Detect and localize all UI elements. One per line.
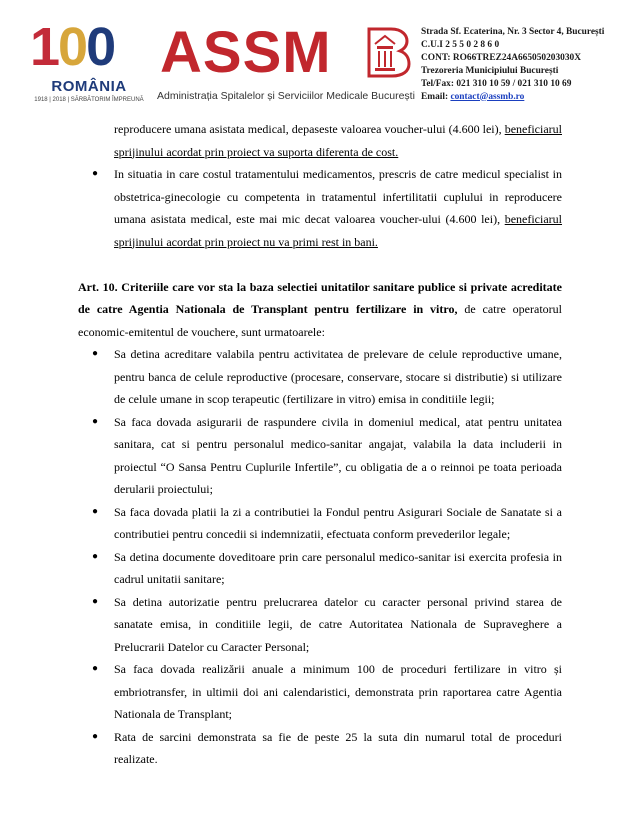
list-item: ● In situatia in care costul tratamentului medicamentos, prescris de catre medicul specialist in obstetrica-ginecologie cu competenta in tratamentul infertilitatii cuplului in reproducere umana asistata medical, este mai mic decat valoarea voucher-ului (4.600 lei), beneficiarul sprijinului acordat prin proiect nu va primi rest in bani.: [78, 163, 562, 253]
cost-bullet-list: [78, 163, 562, 253]
centenary-country: ROMÂNIA: [51, 78, 127, 95]
bullet-icon: ●: [92, 505, 99, 517]
brand-subtitle: Administrația Spitalelor și Serviciilor Medicale București: [157, 90, 415, 102]
centenary-number: 100: [30, 17, 115, 77]
contact-cui: C.U.I 2 5 5 0 2 8 6 0: [421, 39, 500, 50]
bullet-icon: ●: [92, 550, 99, 562]
carryover-paragraph: reproducere umana asistata medical, depaseste valoarea voucher-ului (4.600 lei), beneficiarul sprijinului acordat prin proiect va suporta diferenta de cost.: [114, 122, 562, 159]
bullet-icon: ●: [92, 730, 99, 742]
centenary-years: 1918 | 2018 | SĂRBĂTORIM ÎMPREUNĂ: [34, 97, 144, 103]
contact-email-line: Email: contact@assmb.ro: [421, 91, 525, 102]
email-link[interactable]: contact@assmb.ro: [450, 91, 525, 102]
list-item: ● Sa faca dovada asigurarii de raspundere civila in domeniul medical, atat pentru unitatea sanitara, cat si pentru personalul medico-sanitar angajat, valabila la data includerii in proiectul “O Sansa Pentru Cuplurile Infertile”, cu obligatia de a o reinnoi pe toata perioada derularii proiectului;: [78, 411, 562, 501]
letterhead: [0, 0, 638, 112]
article-10: Art. 10. Criteriile care vor sta la baza selectiei unitatilor sanitare publice si private acreditate de catre Agentia Nationala de Transplant pentru fertilizare in vitro, de catre operatorul economic-emitentul de vouchere, sunt urmatoarele:: [78, 279, 562, 339]
brand-name: ASSM: [160, 20, 332, 85]
contact-treasury: Trezoreria Municipiului București: [421, 65, 559, 76]
romania-centenary-logo: [28, 17, 150, 108]
bullet-icon: ●: [92, 168, 99, 179]
list-item: ● Sa detina autorizatie pentru prelucrarea datelor cu caracter personal privind starea de sanatate emisa, in conditiile legii, de catre Autoritatea Nationala de Supraveghere a Prelucrarii Datelor cu Caracter Personal;: [78, 591, 562, 659]
list-item: ● Sa faca dovada platii la zi a contributiei la Fondul pentru Asigurari Sociale de Sanatate si a contributiei pentru concedii si indemnizatii, efectuata conform prevederilor legale;: [78, 501, 562, 546]
contact-account: CONT: RO66TREZ24A665050203030X: [421, 52, 581, 63]
bullet-icon: ●: [92, 415, 99, 427]
list-item: ● Sa detina documente doveditoare prin care personalul medico-sanitar isi exercita profesia in cadrul unitatii sanitare;: [78, 546, 562, 591]
contact-telfax: Tel/Fax: 021 310 10 59 / 021 310 10 69: [421, 78, 572, 89]
contact-address: Strada Sf. Ecaterina, Nr. 3 Sector 4, București: [421, 27, 605, 37]
list-item: ● Rata de sarcini demonstrata sa fie de peste 25 la suta din numarul total de proceduri realizate.: [78, 726, 562, 771]
list-item: ● Sa detina acreditare valabila pentru activitatea de prelevare de celule reproductive umane, pentru banca de celule reproductive (procesare, conservare, stocare si distributie) si utilizare de celule umane in scop terapeutic (fertilizare in vitro) emisa in conditiile legii;: [78, 343, 562, 411]
criteria-list: [78, 343, 562, 771]
list-item: ● Sa faca dovada realizării anuale a minimum 100 de proceduri fertilizare in vitro și embriotransfer, in ultimii doi ani calendaristici, demonstrata prin raportarea catre Agentia Nationala de Transplant;: [78, 658, 562, 726]
bullet-icon: ●: [92, 663, 99, 674]
bullet-icon: ●: [92, 595, 99, 607]
document-body: [78, 118, 562, 771]
article-heading: Art. 10. Criteriile care vor sta la baza selectiei unitatilor sanitare publice si private acreditate de catre Agentia Nationala de Transplant pentru fertilizare in vitro,: [78, 279, 562, 316]
contact-block: [421, 26, 633, 103]
building-b-icon: [365, 26, 411, 78]
assmb-logo: [157, 20, 415, 110]
bullet-icon: ●: [92, 348, 99, 359]
